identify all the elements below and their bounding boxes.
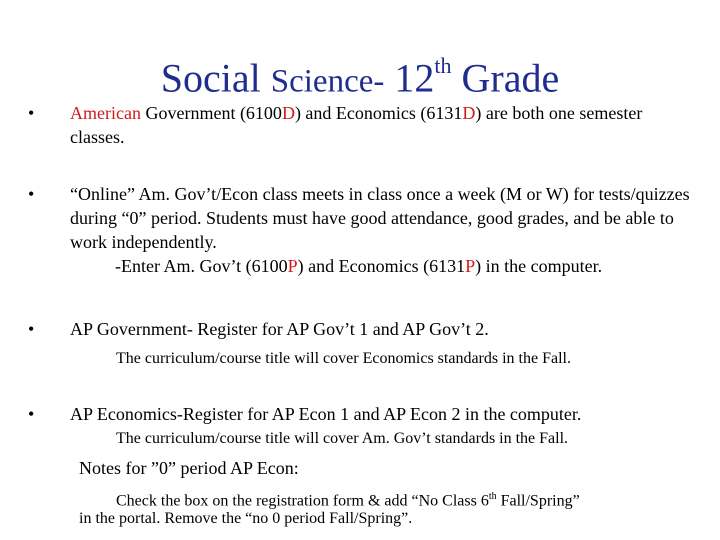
bullet-2-code-p2: P [465, 256, 476, 276]
slide-title [0, 42, 720, 109]
bullet-2-sub-a: -Enter Am. Gov’t (6100 [115, 256, 288, 276]
title-grade-suffix: th [434, 53, 452, 78]
bullet-2-sub [70, 254, 690, 278]
notes-line-1-sup: th [488, 491, 497, 502]
bullet-2-sub-c: ) in the computer. [475, 256, 603, 276]
notes-heading: Notes for ”0” period AP Econ: [79, 458, 299, 478]
bullet-4-marker: • [28, 404, 35, 424]
bullet-1-code-d1: D [281, 103, 295, 123]
notes-line-1-b: Fall/Spring” [496, 492, 580, 510]
notes-line-1-a: Check the box on the registration form & add “No Class 6 [116, 492, 489, 510]
title-word-social: Social [160, 55, 261, 101]
bullet-1-part-a: Government (6100 [140, 103, 282, 123]
bullet-1-part-c: ) are both one semester classes. [70, 103, 643, 147]
bullet-4-subnote: The curriculum/course title will cover Am. Gov’t standards in the Fall. [116, 430, 569, 447]
notes-line-2: in the portal. Remove the “no 0 period Fall/Spring”. [79, 510, 413, 527]
bullet-1-marker: • [28, 103, 35, 123]
bullet-1-code-d2: D [462, 103, 476, 123]
bullet-2-marker: • [28, 184, 35, 204]
title-word-grade: Grade [461, 55, 560, 101]
bullet-3-subnote: The curriculum/course title will cover Economics standards in the Fall. [116, 350, 571, 367]
bullet-1-part-b: ) and Economics (6131 [294, 103, 463, 123]
bullet-3-text: AP Government- Register for AP Gov’t 1 and AP Gov’t 2. [70, 319, 489, 339]
bullet-2-text [70, 182, 690, 278]
bullet-2-code-p1: P [287, 256, 298, 276]
bullet-2-body: “Online” Am. Gov’t/Econ class meets in class once a week (M or W) for tests/quizzes during “0” period. Students must have good attendance, good grades, and be able to work independently. [70, 184, 690, 252]
title-grade-number: 12 [394, 55, 435, 101]
bullet-4-text: AP Economics-Register for AP Econ 1 and AP Econ 2 in the computer. [70, 404, 582, 424]
title-word-science: Science- [270, 63, 385, 100]
bullet-1-text [70, 101, 690, 149]
bullet-3-marker: • [28, 319, 35, 339]
bullet-2-sub-b: ) and Economics (6131 [297, 256, 466, 276]
bullet-1-red-word: American [70, 103, 141, 123]
